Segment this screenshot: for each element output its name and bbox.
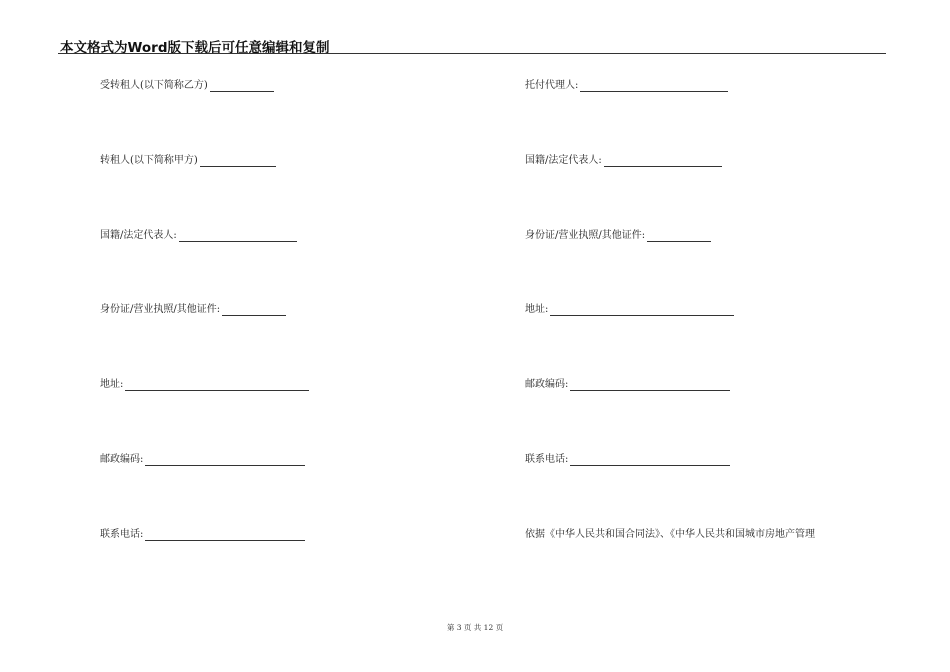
field-agent [525, 80, 728, 92]
document-header-title: 本文格式为Word版下载后可任意编辑和复制 [60, 40, 330, 56]
body-paragraph-start [525, 529, 815, 541]
fill-blank[interactable] [222, 305, 286, 316]
field-right-postcode [525, 379, 730, 391]
field-label: 地址: [525, 304, 549, 315]
fill-blank[interactable] [580, 81, 728, 92]
fill-blank[interactable] [570, 455, 730, 466]
field-sublessor [100, 155, 276, 167]
field-right-phone [525, 454, 730, 466]
field-label: 邮政编码: [100, 454, 144, 465]
header-divider [58, 53, 886, 54]
fill-blank[interactable] [550, 305, 734, 316]
field-label: 邮政编码: [525, 379, 569, 390]
field-left-phone [100, 529, 305, 541]
paragraph-text: 依据《中华人民共和国合同法》、《中华人民共和国城市房地产管理 [525, 529, 815, 540]
fill-blank[interactable] [125, 380, 309, 391]
field-left-postcode [100, 454, 305, 466]
fill-blank[interactable] [179, 231, 297, 242]
field-label: 受转租人(以下简称乙方) [100, 80, 208, 91]
field-label: 地址: [100, 379, 124, 390]
field-label: 国籍/法定代表人: [100, 230, 177, 241]
field-left-address [100, 379, 309, 391]
field-label: 转租人(以下简称甲方) [100, 155, 198, 166]
field-label: 托付代理人: [525, 80, 579, 91]
field-right-address [525, 304, 734, 316]
field-label: 联系电话: [100, 529, 144, 540]
fill-blank[interactable] [604, 156, 722, 167]
field-label: 身份证/营业执照/其他证件: [100, 304, 221, 315]
field-right-nationality [525, 155, 722, 167]
fill-blank[interactable] [570, 380, 730, 391]
fill-blank[interactable] [145, 530, 305, 541]
fill-blank[interactable] [647, 231, 711, 242]
fill-blank[interactable] [200, 156, 276, 167]
field-right-id [525, 230, 711, 242]
field-sublessee [100, 80, 274, 92]
fill-blank[interactable] [210, 81, 274, 92]
field-label: 国籍/法定代表人: [525, 155, 602, 166]
field-label: 联系电话: [525, 454, 569, 465]
page-number-footer: 第 3 页 共 12 页 [446, 623, 504, 632]
field-left-id [100, 304, 286, 316]
field-label: 身份证/营业执照/其他证件: [525, 230, 646, 241]
field-left-nationality [100, 230, 297, 242]
fill-blank[interactable] [145, 455, 305, 466]
